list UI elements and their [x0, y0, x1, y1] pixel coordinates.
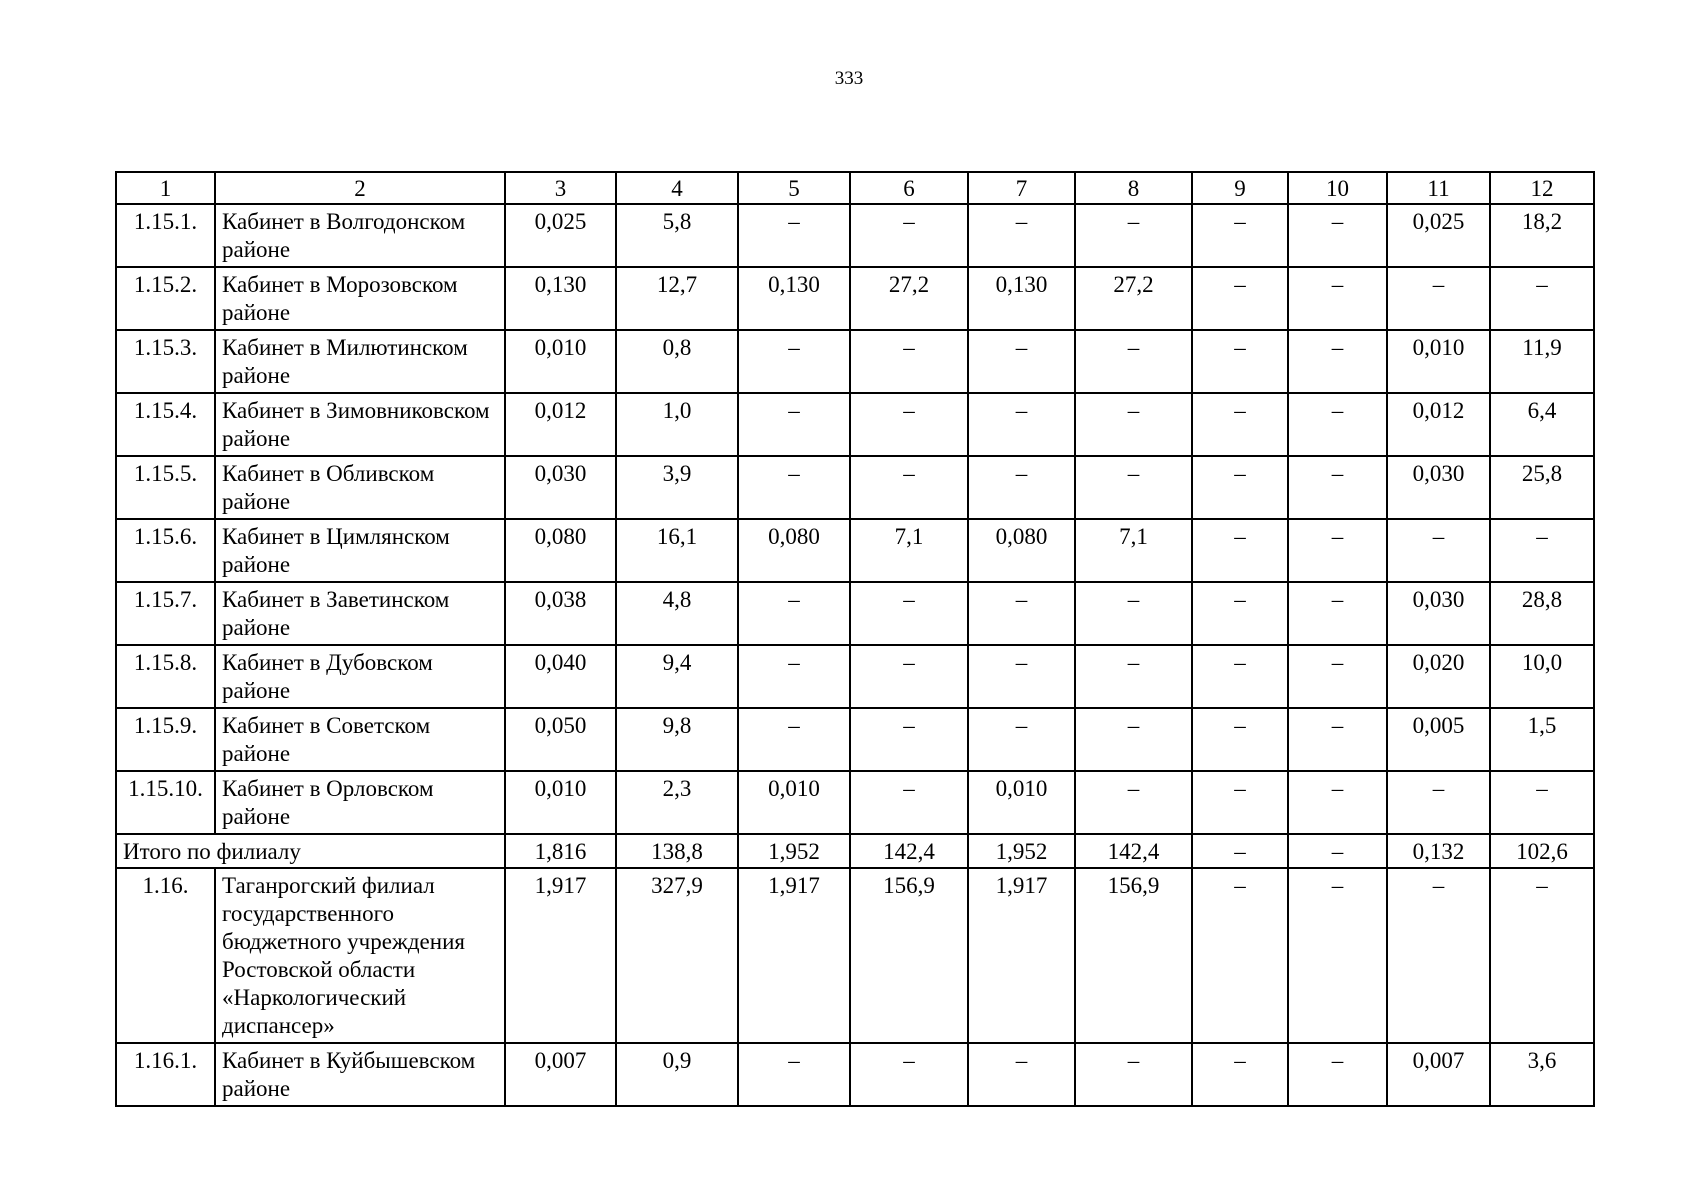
value-cell: –: [850, 771, 968, 834]
value-cell: –: [850, 393, 968, 456]
row-name-cell: Кабинет в Дубовском районе: [215, 645, 505, 708]
value-cell: –: [1288, 1043, 1387, 1106]
value-cell: –: [1075, 582, 1192, 645]
table-row: [116, 582, 1594, 645]
row-number-cell: 1.15.4.: [116, 393, 215, 456]
row-number-cell: 1.15.1.: [116, 204, 215, 267]
value-cell: –: [968, 645, 1075, 708]
row-number-cell: 1.15.8.: [116, 645, 215, 708]
value-cell: –: [1387, 267, 1490, 330]
value-cell: 10,0: [1490, 645, 1594, 708]
row-number-cell: 1.15.5.: [116, 456, 215, 519]
value-cell: 6,4: [1490, 393, 1594, 456]
value-cell: –: [1288, 645, 1387, 708]
value-cell: –: [968, 330, 1075, 393]
value-cell: –: [1192, 393, 1288, 456]
value-cell: 1,5: [1490, 708, 1594, 771]
value-cell: 1,952: [738, 834, 850, 868]
value-cell: –: [1075, 330, 1192, 393]
value-cell: 142,4: [850, 834, 968, 868]
value-cell: 0,007: [1387, 1043, 1490, 1106]
value-cell: 0,012: [1387, 393, 1490, 456]
column-header: 1: [116, 172, 215, 204]
value-cell: 1,0: [616, 393, 738, 456]
value-cell: 25,8: [1490, 456, 1594, 519]
value-cell: 1,917: [968, 868, 1075, 1043]
column-header: 6: [850, 172, 968, 204]
branch-row: [116, 868, 1594, 1043]
total-row: [116, 834, 1594, 868]
value-cell: 138,8: [616, 834, 738, 868]
value-cell: –: [1075, 204, 1192, 267]
column-header: 8: [1075, 172, 1192, 204]
value-cell: –: [1075, 771, 1192, 834]
value-cell: 327,9: [616, 868, 738, 1043]
row-name-cell: Кабинет в Заветинском районе: [215, 582, 505, 645]
value-cell: 0,010: [505, 330, 616, 393]
data-table: [115, 171, 1595, 1107]
table-row: [116, 393, 1594, 456]
value-cell: 0,007: [505, 1043, 616, 1106]
value-cell: 12,7: [616, 267, 738, 330]
value-cell: –: [1192, 868, 1288, 1043]
table-row: [116, 645, 1594, 708]
row-number-cell: 1.16.: [116, 868, 215, 1043]
value-cell: –: [1075, 456, 1192, 519]
value-cell: –: [1192, 645, 1288, 708]
row-name-cell: Кабинет в Милютинском районе: [215, 330, 505, 393]
value-cell: –: [1288, 771, 1387, 834]
value-cell: –: [1490, 771, 1594, 834]
total-label-cell: Итого по филиалу: [116, 834, 505, 868]
value-cell: 0,012: [505, 393, 616, 456]
value-cell: –: [1490, 267, 1594, 330]
value-cell: 0,030: [1387, 582, 1490, 645]
value-cell: –: [738, 582, 850, 645]
value-cell: –: [1192, 834, 1288, 868]
value-cell: 4,8: [616, 582, 738, 645]
value-cell: 0,030: [505, 456, 616, 519]
column-header: 11: [1387, 172, 1490, 204]
value-cell: 1,952: [968, 834, 1075, 868]
value-cell: 0,8: [616, 330, 738, 393]
value-cell: 156,9: [850, 868, 968, 1043]
value-cell: –: [1192, 330, 1288, 393]
value-cell: 0,010: [505, 771, 616, 834]
table-row: [116, 708, 1594, 771]
row-name-cell: Кабинет в Зимовниковском районе: [215, 393, 505, 456]
value-cell: 2,3: [616, 771, 738, 834]
column-header: 9: [1192, 172, 1288, 204]
value-cell: –: [1192, 204, 1288, 267]
value-cell: –: [1288, 868, 1387, 1043]
value-cell: –: [1288, 267, 1387, 330]
value-cell: –: [850, 204, 968, 267]
value-cell: 142,4: [1075, 834, 1192, 868]
row-number-cell: 1.15.2.: [116, 267, 215, 330]
value-cell: –: [968, 708, 1075, 771]
value-cell: –: [850, 330, 968, 393]
value-cell: –: [1387, 868, 1490, 1043]
value-cell: –: [1192, 456, 1288, 519]
value-cell: 1,917: [505, 868, 616, 1043]
value-cell: 27,2: [1075, 267, 1192, 330]
column-header: 3: [505, 172, 616, 204]
value-cell: 0,020: [1387, 645, 1490, 708]
value-cell: –: [1288, 834, 1387, 868]
value-cell: 1,816: [505, 834, 616, 868]
value-cell: –: [1075, 393, 1192, 456]
value-cell: 0,132: [1387, 834, 1490, 868]
row-name-cell: Таганрогский филиал государственного бюджетного учреждения Ростовской области «Наркологический диспансер»: [215, 868, 505, 1043]
column-header: 12: [1490, 172, 1594, 204]
value-cell: 3,6: [1490, 1043, 1594, 1106]
value-cell: –: [1075, 645, 1192, 708]
value-cell: –: [1490, 519, 1594, 582]
value-cell: 0,005: [1387, 708, 1490, 771]
value-cell: –: [1490, 868, 1594, 1043]
value-cell: –: [1288, 204, 1387, 267]
value-cell: –: [1192, 1043, 1288, 1106]
value-cell: –: [1192, 771, 1288, 834]
row-name-cell: Кабинет в Волгодонском районе: [215, 204, 505, 267]
value-cell: –: [738, 393, 850, 456]
value-cell: 0,010: [738, 771, 850, 834]
row-name-cell: Кабинет в Морозовском районе: [215, 267, 505, 330]
row-name-cell: Кабинет в Советском районе: [215, 708, 505, 771]
value-cell: –: [968, 393, 1075, 456]
value-cell: –: [738, 456, 850, 519]
value-cell: –: [738, 204, 850, 267]
value-cell: –: [850, 582, 968, 645]
value-cell: –: [850, 456, 968, 519]
column-number-row: [116, 172, 1594, 204]
value-cell: –: [1288, 330, 1387, 393]
value-cell: 11,9: [1490, 330, 1594, 393]
value-cell: 0,025: [1387, 204, 1490, 267]
value-cell: –: [1075, 708, 1192, 771]
value-cell: –: [1075, 1043, 1192, 1106]
value-cell: 5,8: [616, 204, 738, 267]
value-cell: 1,917: [738, 868, 850, 1043]
value-cell: –: [1288, 393, 1387, 456]
value-cell: –: [850, 1043, 968, 1106]
page-number: 333: [834, 68, 864, 89]
row-number-cell: 1.16.1.: [116, 1043, 215, 1106]
table-row: [116, 456, 1594, 519]
value-cell: –: [738, 330, 850, 393]
value-cell: 0,130: [968, 267, 1075, 330]
value-cell: 28,8: [1490, 582, 1594, 645]
value-cell: –: [1192, 519, 1288, 582]
row-name-cell: Кабинет в Обливском районе: [215, 456, 505, 519]
value-cell: –: [1387, 771, 1490, 834]
value-cell: 0,130: [505, 267, 616, 330]
value-cell: –: [738, 645, 850, 708]
table-row: [116, 204, 1594, 267]
table-row: [116, 267, 1594, 330]
value-cell: 0,050: [505, 708, 616, 771]
row-number-cell: 1.15.6.: [116, 519, 215, 582]
column-header: 2: [215, 172, 505, 204]
column-header: 5: [738, 172, 850, 204]
value-cell: 0,080: [968, 519, 1075, 582]
value-cell: 16,1: [616, 519, 738, 582]
value-cell: 0,010: [968, 771, 1075, 834]
value-cell: –: [1288, 582, 1387, 645]
table-row: [116, 1043, 1594, 1106]
value-cell: –: [1387, 519, 1490, 582]
column-header: 4: [616, 172, 738, 204]
value-cell: –: [738, 708, 850, 771]
value-cell: –: [1192, 708, 1288, 771]
table-row: [116, 330, 1594, 393]
column-header: 7: [968, 172, 1075, 204]
value-cell: –: [968, 1043, 1075, 1106]
value-cell: –: [1288, 708, 1387, 771]
row-number-cell: 1.15.9.: [116, 708, 215, 771]
value-cell: 0,080: [738, 519, 850, 582]
value-cell: 0,038: [505, 582, 616, 645]
row-number-cell: 1.15.3.: [116, 330, 215, 393]
value-cell: 9,4: [616, 645, 738, 708]
row-name-cell: Кабинет в Цимлянском районе: [215, 519, 505, 582]
row-name-cell: Кабинет в Куйбышевском районе: [215, 1043, 505, 1106]
value-cell: –: [1192, 267, 1288, 330]
value-cell: –: [850, 645, 968, 708]
value-cell: 0,130: [738, 267, 850, 330]
row-number-cell: 1.15.7.: [116, 582, 215, 645]
value-cell: –: [850, 708, 968, 771]
value-cell: 27,2: [850, 267, 968, 330]
value-cell: –: [968, 204, 1075, 267]
value-cell: –: [968, 582, 1075, 645]
value-cell: 102,6: [1490, 834, 1594, 868]
value-cell: –: [1288, 519, 1387, 582]
row-number-cell: 1.15.10.: [116, 771, 215, 834]
value-cell: 156,9: [1075, 868, 1192, 1043]
value-cell: 0,040: [505, 645, 616, 708]
table-row: [116, 519, 1594, 582]
value-cell: –: [738, 1043, 850, 1106]
table-row: [116, 771, 1594, 834]
column-header: 10: [1288, 172, 1387, 204]
value-cell: 0,9: [616, 1043, 738, 1106]
value-cell: 3,9: [616, 456, 738, 519]
value-cell: –: [1192, 582, 1288, 645]
value-cell: 9,8: [616, 708, 738, 771]
value-cell: 0,080: [505, 519, 616, 582]
value-cell: –: [968, 456, 1075, 519]
value-cell: 0,025: [505, 204, 616, 267]
row-name-cell: Кабинет в Орловском районе: [215, 771, 505, 834]
value-cell: 18,2: [1490, 204, 1594, 267]
value-cell: 7,1: [1075, 519, 1192, 582]
value-cell: 0,030: [1387, 456, 1490, 519]
value-cell: 0,010: [1387, 330, 1490, 393]
value-cell: –: [1288, 456, 1387, 519]
value-cell: 7,1: [850, 519, 968, 582]
